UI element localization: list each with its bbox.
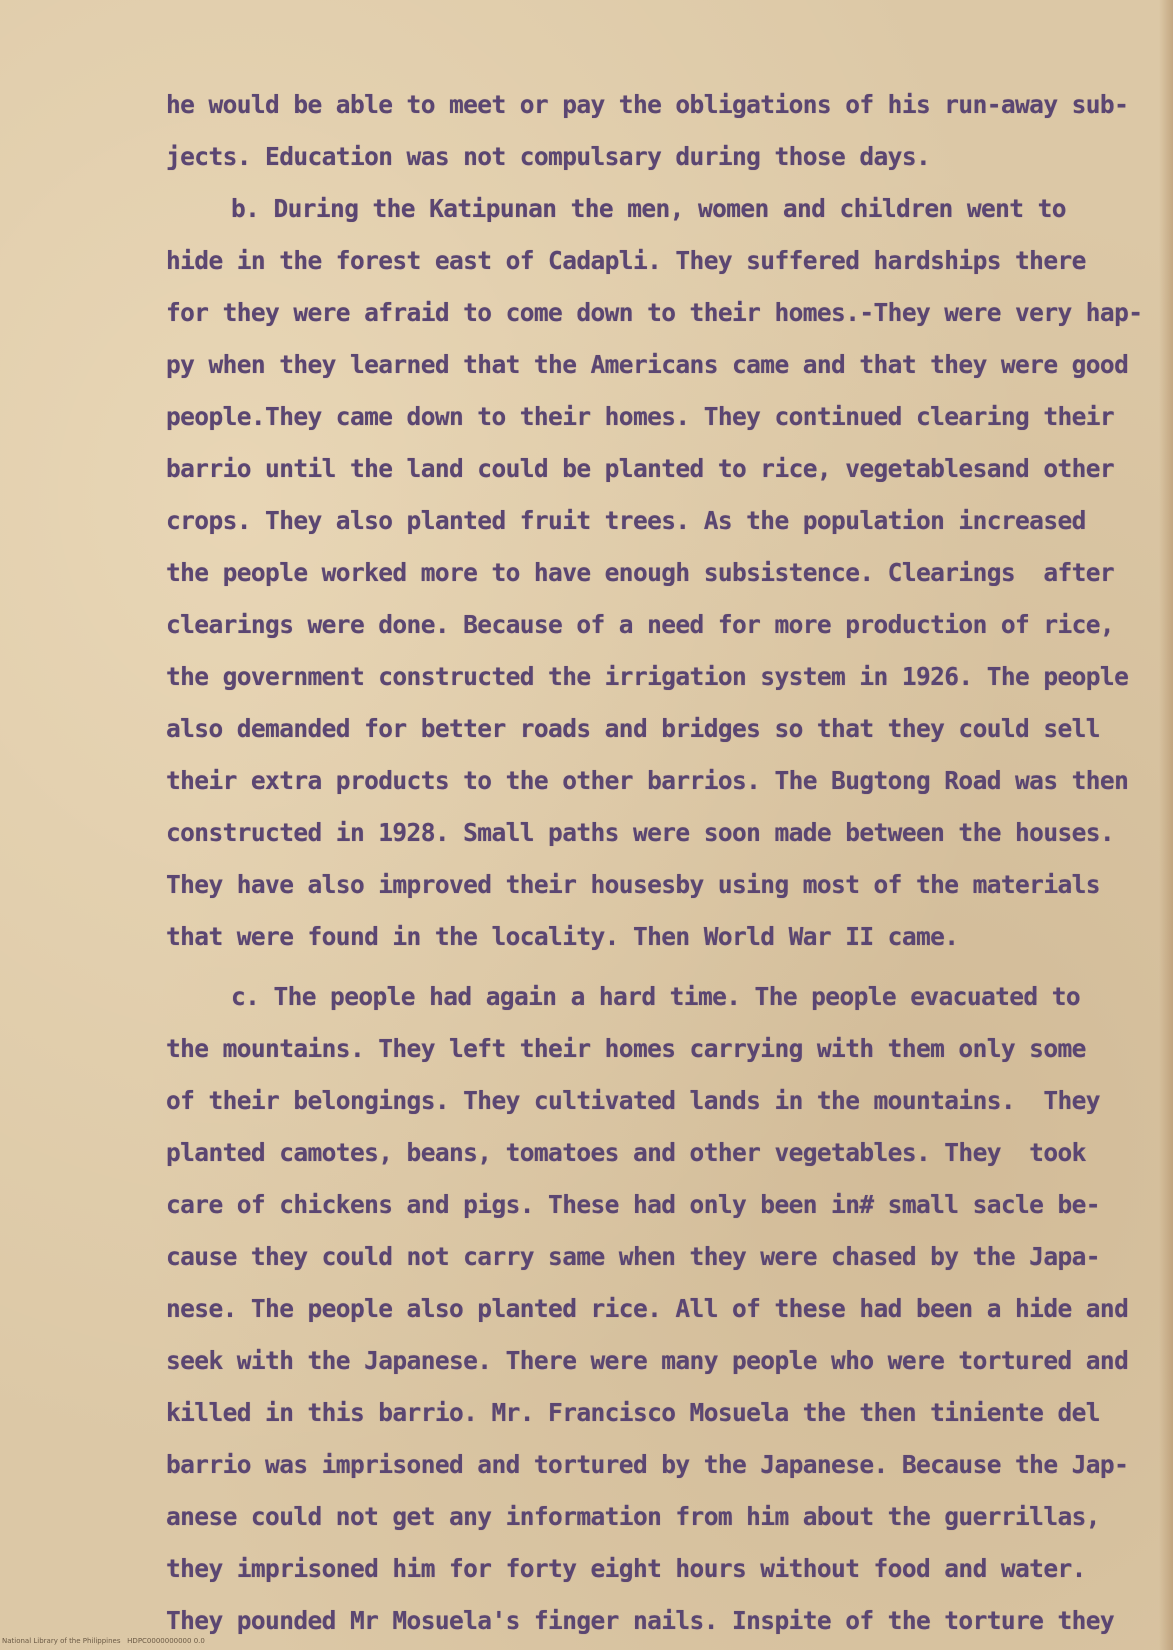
- text-line: he would be able to meet or pay the obligations of his run-away sub-: [166, 90, 1129, 119]
- text-line: their extra products to the other barrios. The Bugtong Road was then: [166, 766, 1129, 795]
- text-line: clearings were done. Because of a need for more production of rice,: [166, 610, 1115, 639]
- text-line: the mountains. They left their homes carrying with them only some: [166, 1034, 1086, 1063]
- text-line: people.They came down to their homes. They continued clearing their: [166, 402, 1115, 431]
- text-line: py when they learned that the Americans came and that they were good: [166, 350, 1129, 379]
- text-line: also demanded for better roads and bridges so that they could sell: [166, 714, 1100, 743]
- text-line: care of chickens and pigs. These had only been in# small sacle be-: [166, 1190, 1100, 1219]
- text-line: crops. They also planted fruit trees. As the population increased: [166, 506, 1086, 535]
- text-line: barrio until the land could be planted to rice, vegetablesand other: [166, 454, 1115, 483]
- text-line: They have also improved their housesby using most of the materials: [166, 870, 1100, 899]
- text-line: killed in this barrio. Mr. Francisco Mosuela the then tiniente del: [166, 1398, 1100, 1427]
- text-line: for they were afraid to come down to their homes.-They were very hap-: [166, 298, 1143, 327]
- text-line: They pounded Mr Mosuela's finger nails. Inspite of the torture they: [166, 1606, 1115, 1635]
- text-line: hide in the forest east of Cadapli. They suffered hardships there: [166, 246, 1086, 275]
- text-line: planted camotes, beans, tomatoes and other vegetables. They took: [166, 1138, 1086, 1167]
- text-line: anese could not get any information from him about the guerrillas,: [166, 1502, 1100, 1531]
- text-line: jects. Education was not compulsary during those days.: [166, 142, 931, 171]
- text-line: that were found in the locality. Then World War II came.: [166, 922, 959, 951]
- text-line: c. The people had again a hard time. The people evacuated to: [231, 982, 1081, 1011]
- text-line: barrio was imprisoned and tortured by the Japanese. Because the Jap-: [166, 1450, 1129, 1479]
- footer-note: National Library of the Philippines HDPC0000000000 0.0: [2, 1637, 205, 1645]
- page-edge: [1159, 0, 1173, 1650]
- text-line: b. During the Katipunan the men, women and children went to: [231, 194, 1066, 223]
- text-line: cause they could not carry same when they were chased by the Japa-: [166, 1242, 1100, 1271]
- text-line: nese. The people also planted rice. All of these had been a hide and: [166, 1294, 1129, 1323]
- text-line: the people worked more to have enough subsistence. Clearings after: [166, 558, 1115, 587]
- text-line: the government constructed the irrigation system in 1926. The people: [166, 662, 1129, 691]
- text-line: seek with the Japanese. There were many people who were tortured and: [166, 1346, 1129, 1375]
- text-line: they imprisoned him for forty eight hours without food and water.: [166, 1554, 1086, 1583]
- text-line: constructed in 1928. Small paths were soon made between the houses.: [166, 818, 1115, 847]
- text-line: of their belongings. They cultivated lands in the mountains. They: [166, 1086, 1100, 1115]
